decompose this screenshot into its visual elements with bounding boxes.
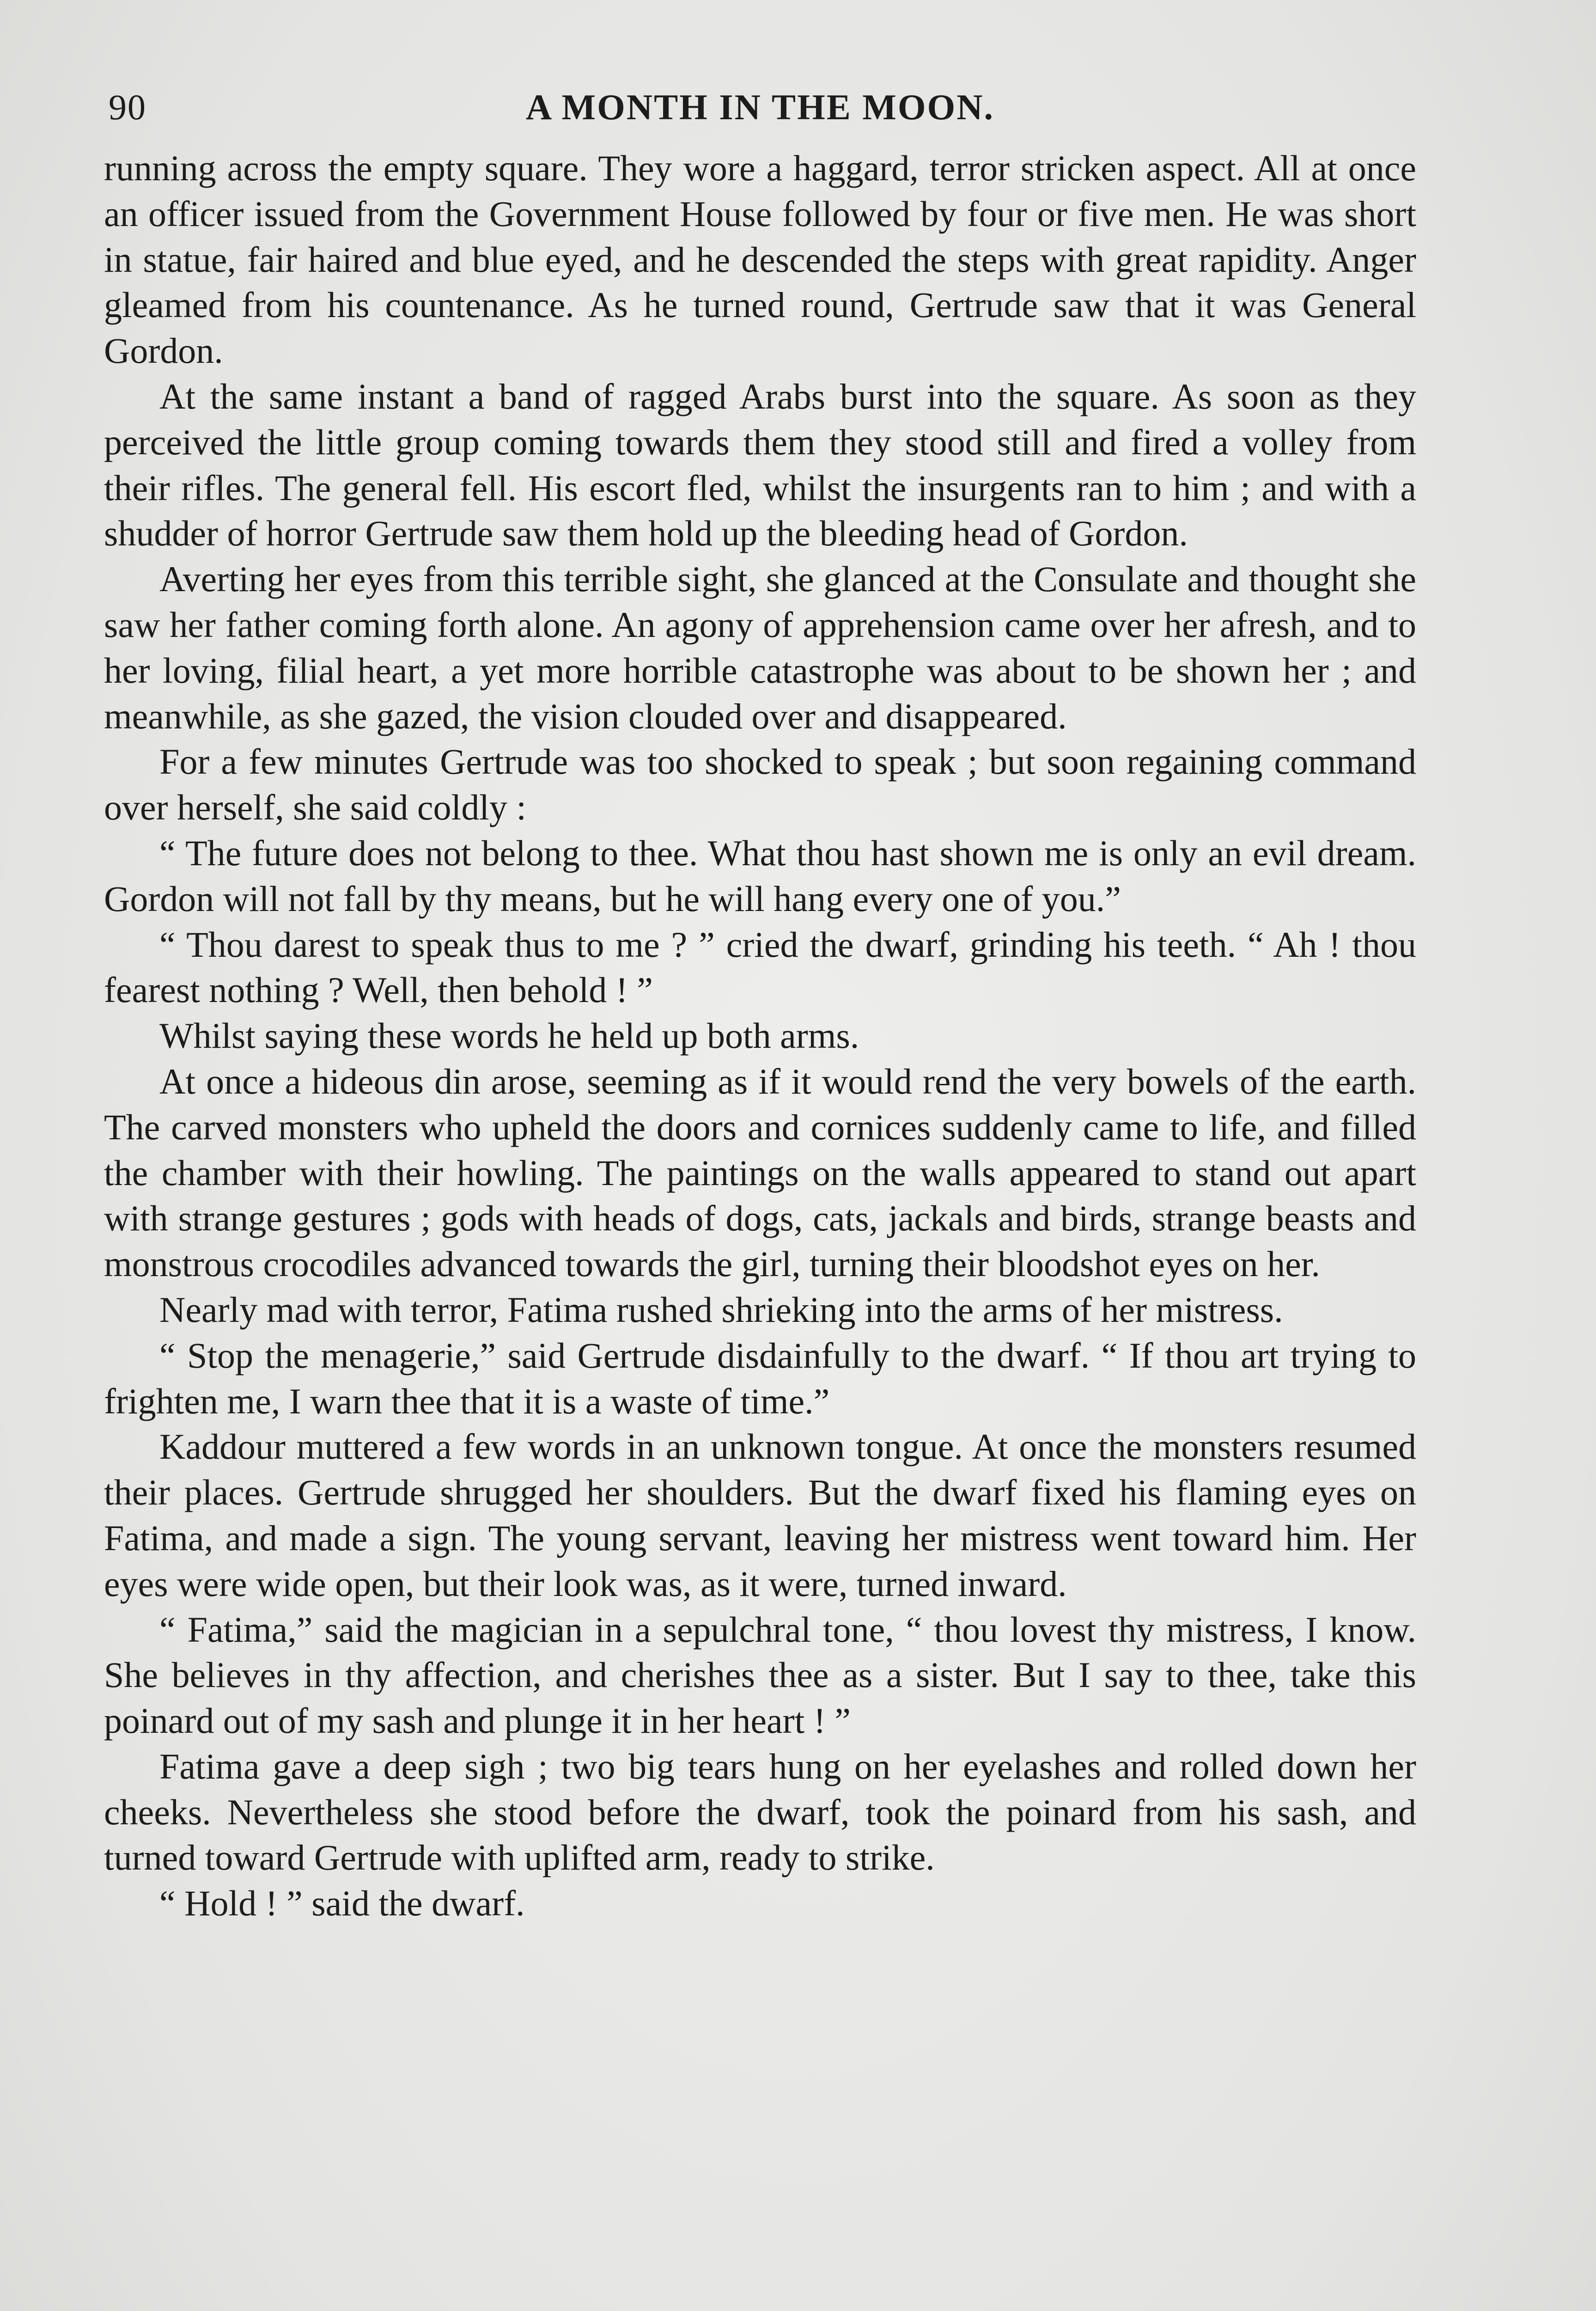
paragraph: “ Fatima,” said the magician in a sepulchral tone, “ thou lovest thy mistress, I know. She believes in thy affection, and cherishes thee as a sister. But I say to thee, take this poinard out of my sash and plunge it in her heart ! ” [104,1609,1416,1741]
running-title: A MONTH IN THE MOON. [525,87,995,127]
body-text [104,146,1416,1926]
paragraph: “ Hold ! ” said the dwarf. [159,1883,525,1924]
paragraph: Nearly mad with terror, Fatima rushed shrieking into the arms of her mistress. [159,1289,1283,1330]
page-number: 90 [109,87,146,127]
paragraph: running across the empty square. They wore a haggard, terror stricken aspect. All at once an officer issued from the Government House followed by four or five men. He was short in statue, fair haired and blue eyed, and he descended the steps with great rapidity. Anger gleamed from his countenance. As he turned round, Gertrude saw that it was General Gordon. [104,148,1416,371]
paragraph: Fatima gave a deep sigh ; two big tears hung on her eyelashes and rolled down her cheeks. Nevertheless she stood before the dwarf, took the poinard from his sash, and turned toward Gertrude with uplifted arm, ready to strike. [104,1746,1416,1878]
paragraph: Whilst saying these words he held up both arms. [159,1015,859,1056]
paragraph: “ Stop the menagerie,” said Gertrude disdainfully to the dwarf. “ If thou art trying to frighten me, I warn thee that it is a waste of time.” [104,1335,1416,1421]
paragraph: At once a hideous din arose, seeming as if it would rend the very bowels of the earth. The carved monsters who upheld the doors and cornices suddenly came to life, and filled the chamber with their howling. The paintings on the walls appeared to stand out apart with strange gestures ; gods with heads of dogs, cats, jackals and birds, strange beasts and monstrous crocodiles advanced towards the girl, turning their bloodshot eyes on her. [104,1061,1416,1284]
paragraph: Kaddour muttered a few words in an unknown tongue. At once the monsters resumed their places. Gertrude shrugged her shoulders. But the dwarf fixed his flaming eyes on Fatima, and made a sign. The young servant, leaving her mistress went toward him. Her eyes were wide open, but their look was, as it were, turned inward. [104,1426,1416,1604]
paragraph: Averting her eyes from this terrible sight, she glanced at the Consulate and thought she saw her father coming forth alone. An agony of apprehension came over her afresh, and to her loving, filial heart, a yet more horrible catastrophe was about to be shown her ; and meanwhile, as she gazed, the vision clouded over and disappeared. [104,559,1416,736]
paragraph: “ Thou darest to speak thus to me ? ” cried the dwarf, grinding his teeth. “ Ah ! thou fearest nothing ? Well, then behold ! ” [104,924,1416,1010]
paragraph: “ The future does not belong to thee. What thou hast shown me is only an evil dream. Gordon will not fall by thy means, but he will hang every one of you.” [104,832,1416,919]
page-header [104,81,1416,132]
paragraph: At the same instant a band of ragged Arabs burst into the square. As soon as they perceived the little group coming towards them they stood still and fired a volley from their rifles. The general fell. His escort fled, whilst the insurgents ran to him ; and with a shudder of horror Gertrude saw them hold up the bleeding head of Gordon. [104,376,1416,554]
paragraph: For a few minutes Gertrude was too shocked to speak ; but soon regaining command over herself, she said coldly : [104,741,1416,828]
